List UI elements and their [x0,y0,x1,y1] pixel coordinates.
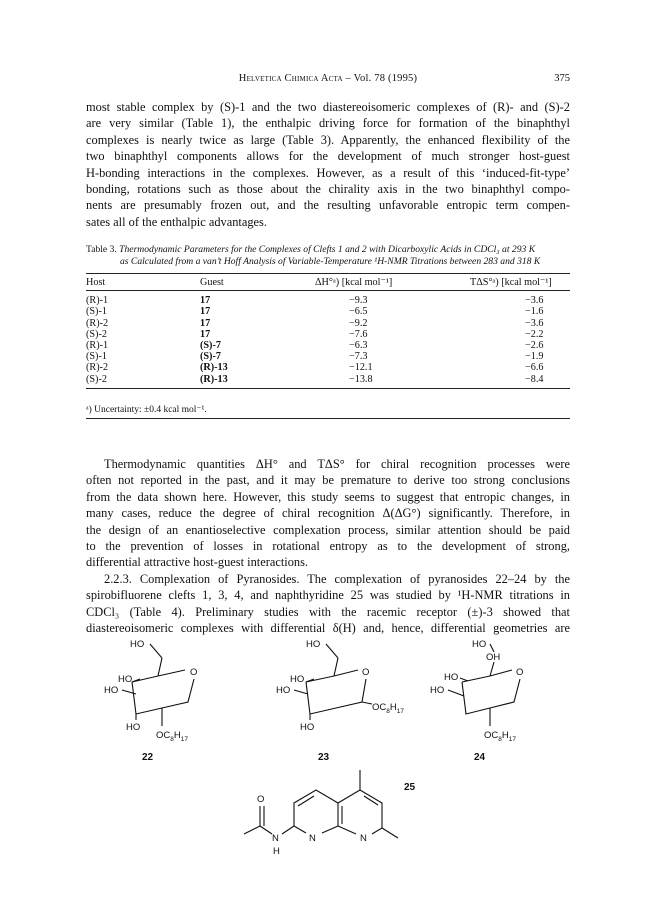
table-header-row [86,274,570,291]
ring-bond [294,790,338,826]
cell-guest: (R)-13 [200,374,315,389]
amide-hydrogen-label: H [273,846,280,857]
pyranoside-23-drawing [268,634,408,744]
table-row [86,374,570,389]
cell-tds: −1.6 [525,306,544,318]
ring-bond [322,826,338,833]
hydroxyl-label: HO [430,685,445,696]
cell-guest: 17 [200,328,211,340]
text-line: bonding, rotations such as those about the chirality axis in the two binaphthyl compo- [86,182,570,197]
journal-name: Helvetica Chimica Acta [238,73,343,84]
text-line: often not reported in the past, and it may be premature to derive too strong conclusions [86,473,570,488]
hydroxyl-label: HO [104,685,119,696]
naphthyridine-25-drawing [236,768,406,878]
text-line: two binaphthyl components allows for the development of much stronger host-guest [86,149,570,164]
table-row [86,291,570,307]
cell-host: (S)-1 [86,351,107,363]
ring-double-bond [364,796,378,805]
column-header-guest: Guest [200,274,315,291]
cell-host: (R)-2 [86,362,109,374]
compound-number-24: 24 [474,752,486,763]
table-row [86,306,570,317]
hydroxyl-label: HO [130,639,145,650]
column-header-host: Host [86,274,200,291]
table-row [86,329,570,340]
structure-24 [428,634,558,763]
cell-dh: −9.3 [349,295,368,307]
paragraph-3 [86,571,570,637]
running-header [86,73,570,89]
ring-oxygen-label: O [516,667,524,678]
compound-number-22: 22 [142,752,154,763]
ring-bond [294,826,306,833]
cell-guest: (S)-7 [200,351,221,363]
cell-tds: −3.6 [525,317,544,329]
text-line: differential attractive host-guest interactions. [86,555,309,570]
cell-guest: 17 [200,306,211,318]
journal-volume: Vol. 78 (1995) [353,73,418,84]
cell-host: (R)-1 [86,340,109,352]
bond [362,702,372,704]
bond [334,658,338,676]
bond [158,658,162,676]
cell-host: (S)-2 [86,328,107,340]
structure-25 [236,768,416,878]
cell-host: (S)-1 [86,306,107,318]
bond [490,662,494,676]
cell-guest: (S)-7 [200,340,221,352]
cell-host: (R)-2 [86,317,109,329]
cell-host: (S)-2 [86,374,200,389]
text-line: CDCl₃ (Table 4). Preliminary studies with the racemic receptor (±)-3 showed that [86,604,570,619]
page-number: 375 [554,73,570,84]
bond [326,644,338,658]
table-row [86,351,570,362]
bond [460,678,468,681]
column-header-tds: TΔS°ᵃ) [kcal mol⁻¹] [470,274,570,291]
text-line: complexes is nearly twice as large (Table 3). Apparently, the enhanced flexibility of the [86,132,570,147]
table-caption-text: Thermodynamic Parameters for the Complexes of Clefts 1 and 2 with Dicarboxylic Acids in CDCl₃ at 293 K [119,244,536,255]
pyranoside-24-drawing [428,634,558,744]
cell-guest: (R)-13 [200,362,228,374]
ring-oxygen-label: O [362,667,370,678]
octyl-group-label: $OC_8H_{17}$ [484,730,516,743]
hydroxyl-label: OH [486,652,501,663]
hydroxyl-label: HO [444,672,459,683]
pyranoside-22-drawing [100,634,230,744]
carbonyl-oxygen-label: O [257,794,265,805]
ring-bond [306,679,366,714]
text-line: spirobifluorene clefts 1, 3, 4, and naphthyridine 25 was studied by ¹H-NMR titrations in [86,588,570,603]
nitrogen-label: N [360,833,367,844]
hydroxyl-label: HO [290,674,305,685]
table-caption-line: as Calculated from a van’t Hoff Analysis of Variable-Temperature ¹H-NMR Titrations between 283 and 318 K [120,256,541,267]
table-row [86,318,570,329]
text-line: nents are presumably frozen out, and the resulting unfavorable entropic term compen- [86,198,570,213]
table-caption-line [86,244,570,256]
hydroxyl-label: HO [306,639,321,650]
structure-23 [268,634,408,763]
column-header-dh: ΔH°ᵃ) [kcal mol⁻¹] [315,274,470,291]
cell-dh: −7.3 [349,351,368,363]
ring-bond [306,670,358,682]
cell-dh: −13.8 [315,374,470,389]
text-line: Thermodynamic quantities ΔH° and TΔS° for chiral recognition processes were [104,457,570,471]
hydroxyl-label: HO [276,685,291,696]
text-line: diastereoisomeric complexes with differential δ(H) and, hence, differential geometries are [86,621,570,636]
text-line: 2.2.3. Complexation of Pyranosides. The complexation of pyranosides 22–24 by the [104,572,570,586]
cell-host: (R)-1 [86,295,109,307]
text-line: sates all of the enthalpic advantages. [86,214,267,229]
cell-tds: −2.2 [525,328,544,340]
running-head: Helvetica Chimica Acta – Vol. 78 (1995) [238,73,418,84]
cell-guest: 17 [200,295,211,307]
bond [282,826,294,834]
bond [294,690,308,694]
bond [260,826,272,834]
ring-bond [462,670,512,682]
text-line: most stable complex by (S)-1 and the two diastereoisomeric complexes of (R)- and (S)-2 [86,100,570,114]
cell-dh: −12.1 [349,362,373,374]
hydroxyl-label: HO [126,722,141,733]
text-line: from the data shown here. However, this study seems to suggest that entropic changes, in [86,489,570,504]
text-line: are very similar (Table 1), the enthalpic driving force for formation of the binaphthyl [86,116,570,131]
table-row [86,340,570,351]
ring-bond [338,826,356,834]
hydroxyl-label: HO [300,722,315,733]
paragraph-2 [86,456,570,571]
nitrogen-label: N [309,833,316,844]
ring-bond [338,790,360,826]
bond [150,644,162,658]
methyl-bond [382,828,398,838]
text-line: to the prevention of losses in rotational entropy as to the development of strong, [86,539,570,554]
text-line: many cases, reduce the degree of chiral recognition Δ(ΔG°) significantly. Therefore, in [86,506,570,521]
cell-guest: 17 [200,317,211,329]
hydroxyl-label: HO [472,639,487,650]
table-label: Table 3. [86,244,117,255]
bond [490,644,494,652]
table-footnote: ᵃ) Uncertainty: ±0.4 kcal mol⁻¹. [86,404,570,419]
bond [122,690,136,694]
ring-double-bond [298,796,314,806]
cell-dh: −9.2 [349,317,368,329]
methyl-bond [244,826,260,834]
text-line: the design of an enantioselective complexation process, similar attention should be paid [86,522,570,537]
cell-dh: −6.5 [349,306,368,318]
thermodynamic-table [86,273,570,389]
compound-number-23: 23 [318,752,330,763]
cell-tds: −2.6 [525,340,544,352]
structure-22 [100,634,230,763]
ring-bond [132,679,194,714]
table-caption [86,244,570,268]
hydroxyl-label: HO [118,674,133,685]
cell-dh: −7.6 [349,328,368,340]
paragraph-1 [86,99,570,230]
octyl-group-label: $OC_8H_{17}$ [372,702,404,715]
octyl-group-label: $OC_8H_{17}$ [156,730,188,743]
ring-bond [360,790,382,834]
bond [448,690,464,696]
amide-nitrogen-label: N [272,833,279,844]
ring-bond [462,679,520,714]
cell-tds: −3.6 [525,295,544,307]
table-row [86,362,570,373]
cell-tds: −6.6 [525,362,544,374]
cell-tds: −8.4 [470,374,570,389]
cell-dh: −6.3 [349,340,368,352]
text-line: H-bonding interactions in the complexes. However, as a result of this ‘induced-fit-type’ [86,165,570,180]
compound-number-25: 25 [404,782,416,793]
ring-oxygen-label: O [190,667,198,678]
cell-tds: −1.9 [525,351,544,363]
